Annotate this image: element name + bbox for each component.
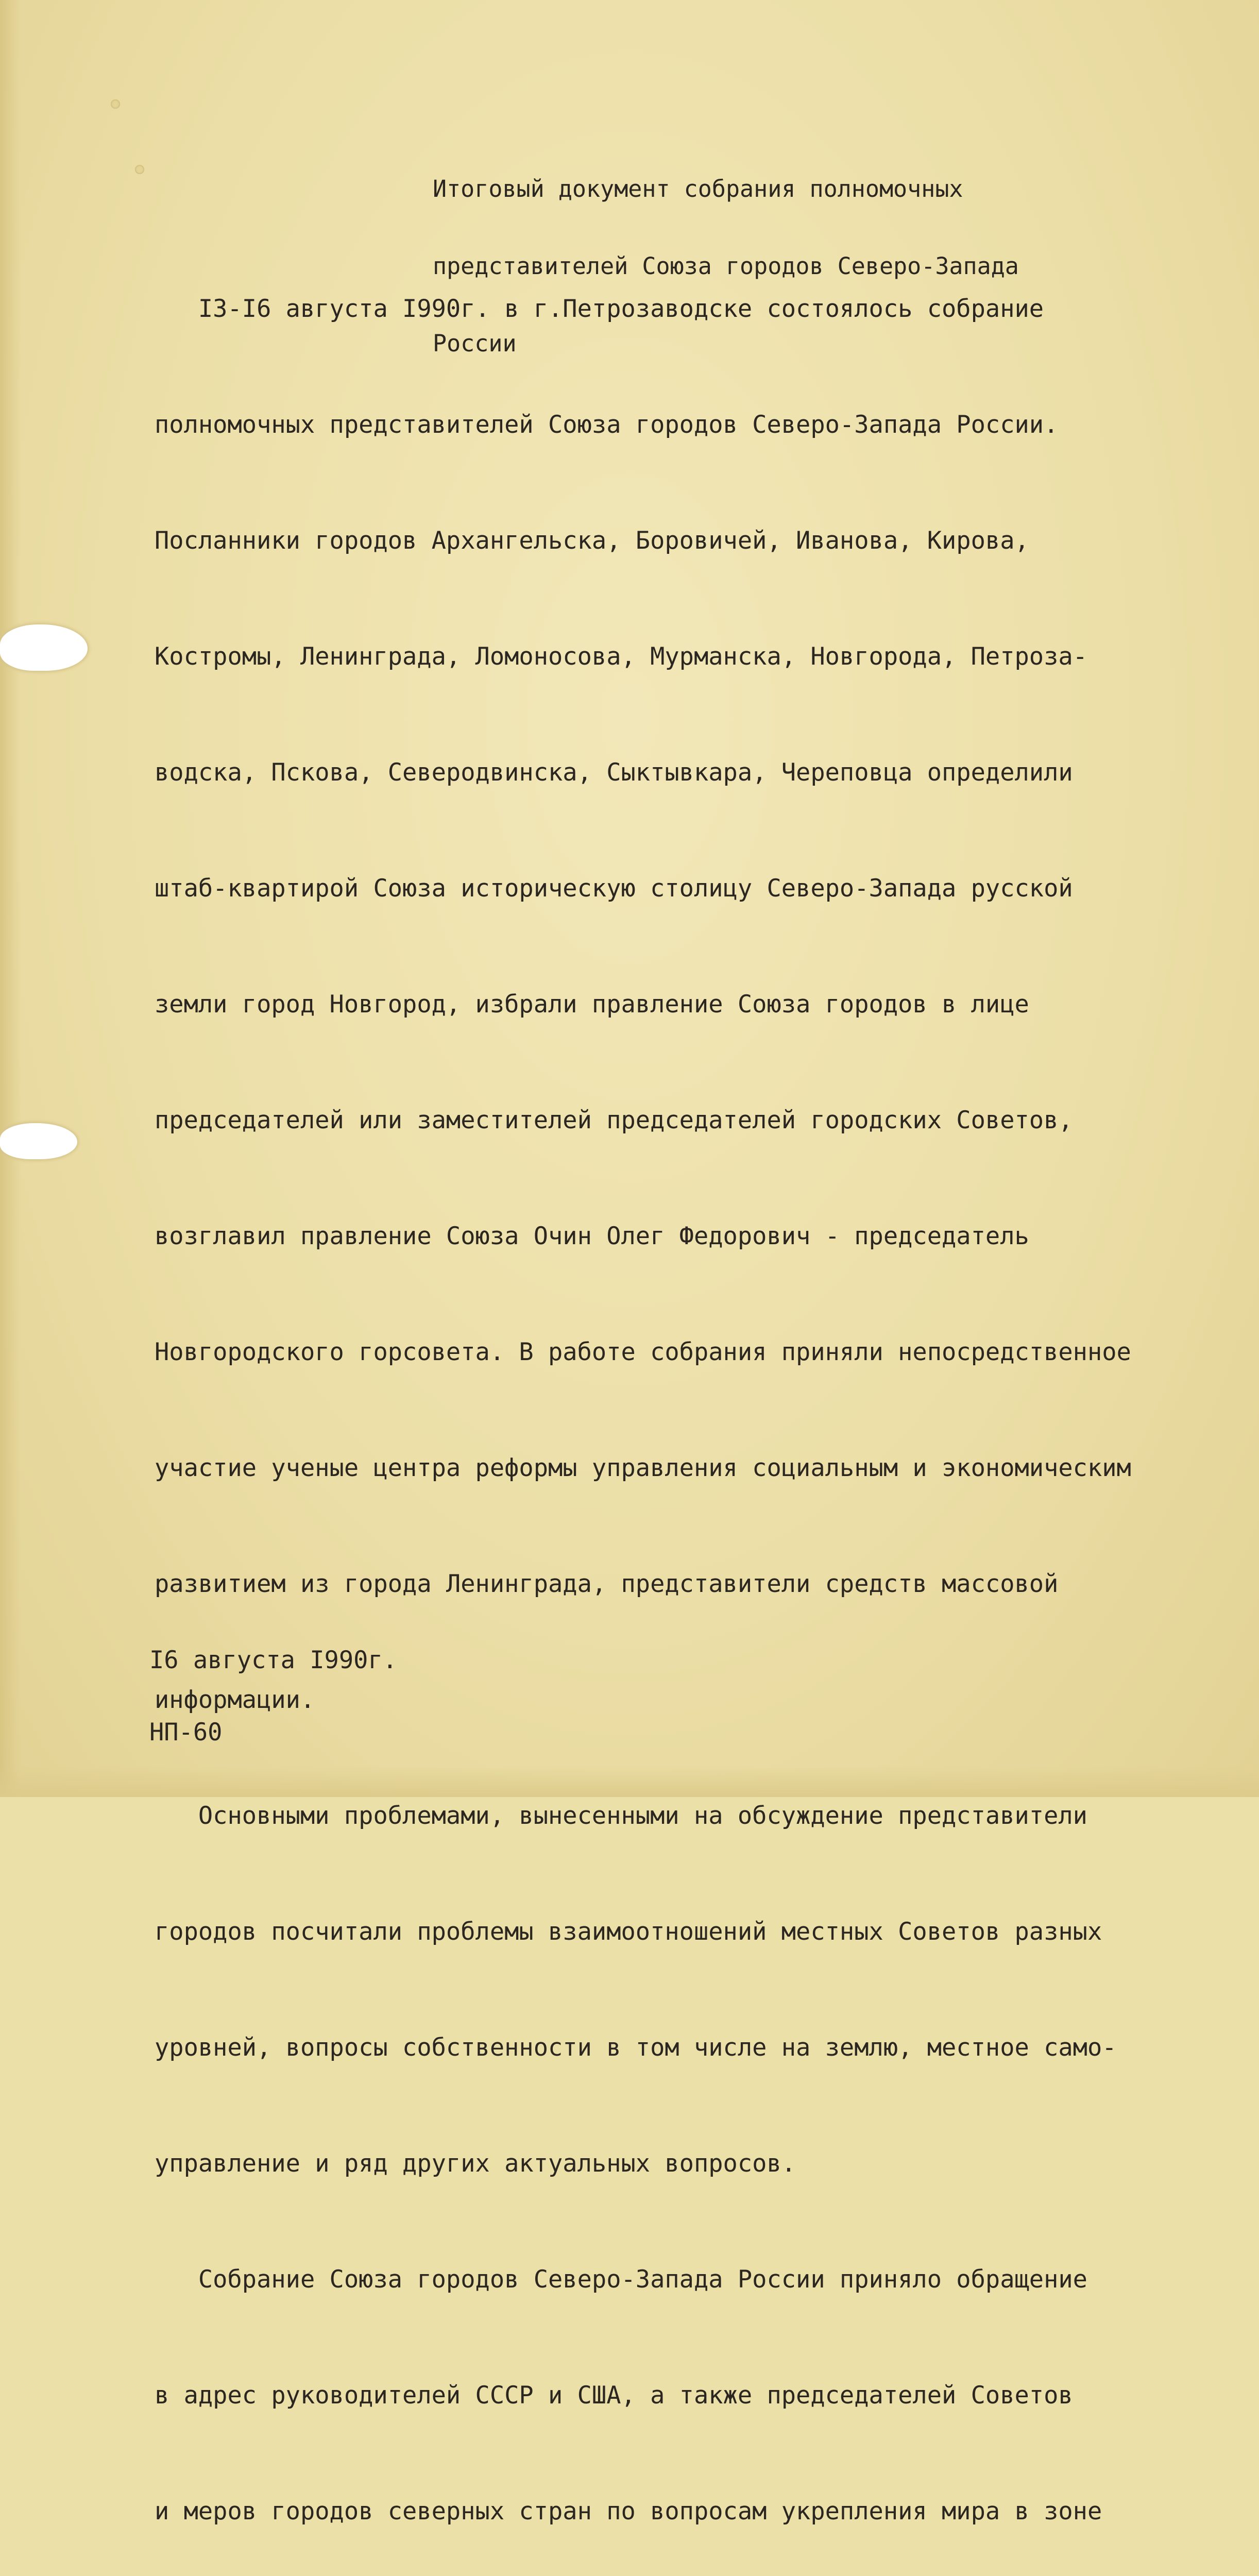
document-date: I6 августа I990г. [149, 1646, 398, 1674]
body-line: председателей или заместителей председателей городских Советов, [155, 1106, 1073, 1134]
paper-hole [135, 165, 144, 174]
body-line: возглавил правление Союза Очин Олег Федорович - председатель [155, 1222, 1029, 1250]
body-line: Костромы, Ленинграда, Ломоносова, Мурманска, Новгорода, Петроза- [155, 642, 1087, 671]
body-line: городов посчитали проблемы взаимоотношений местных Советов разных [155, 1918, 1102, 1946]
body-line: и меров городов северных стран по вопросам укрепления мира в зоне [155, 2497, 1102, 2526]
document-body [155, 212, 1236, 2576]
body-line: уровней, вопросы собственности в том числе на землю, местное само- [155, 2033, 1117, 2062]
body-line: Посланники городов Архангельска, Боровичей, Иванова, Кирова, [155, 527, 1029, 555]
body-line: в адрес руководителей СССР и США, а также председателей Советов [155, 2381, 1073, 2410]
body-line: I3-I6 августа I990г. в г.Петрозаводске состоялось собрание [155, 295, 1044, 323]
body-line: развитием из города Ленинграда, представители средств массовой [155, 1570, 1059, 1598]
body-line: управление и ряд других актуальных вопросов. [155, 2149, 796, 2178]
paper-left-edge [0, 0, 21, 1797]
paper-tear [0, 1123, 77, 1159]
paper-hole [111, 99, 120, 109]
body-line: участие ученые центра реформы управления социальным и экономическим [155, 1454, 1131, 1482]
body-line: штаб-квартирой Союза историческую столицу Северо-Запада русской [155, 874, 1073, 903]
body-line: полномочных представителей Союза городов Северо-Запада России. [155, 411, 1059, 439]
body-line: Основными проблемами, вынесенными на обсуждение представители [155, 1802, 1087, 1830]
title-line: представителей Союза городов Северо-Запада [433, 252, 1019, 280]
title-line: Итоговый документ собрания полномочных [433, 175, 963, 202]
body-line: земли город Новгород, избрали правление Союза городов в лице [155, 990, 1029, 1019]
body-line: Новгородского горсовета. В работе собрания приняли непосредственное [155, 1338, 1131, 1366]
paper-tear [0, 624, 88, 671]
body-line: информации. [155, 1686, 315, 1714]
body-line: Собрание Союза городов Северо-Запада России приняло обращение [155, 2265, 1087, 2294]
body-line: водска, Пскова, Северодвинска, Сыктывкара, Череповца определили [155, 758, 1073, 787]
document-code: НП-60 [149, 1718, 223, 1747]
title-line: России [433, 330, 517, 357]
